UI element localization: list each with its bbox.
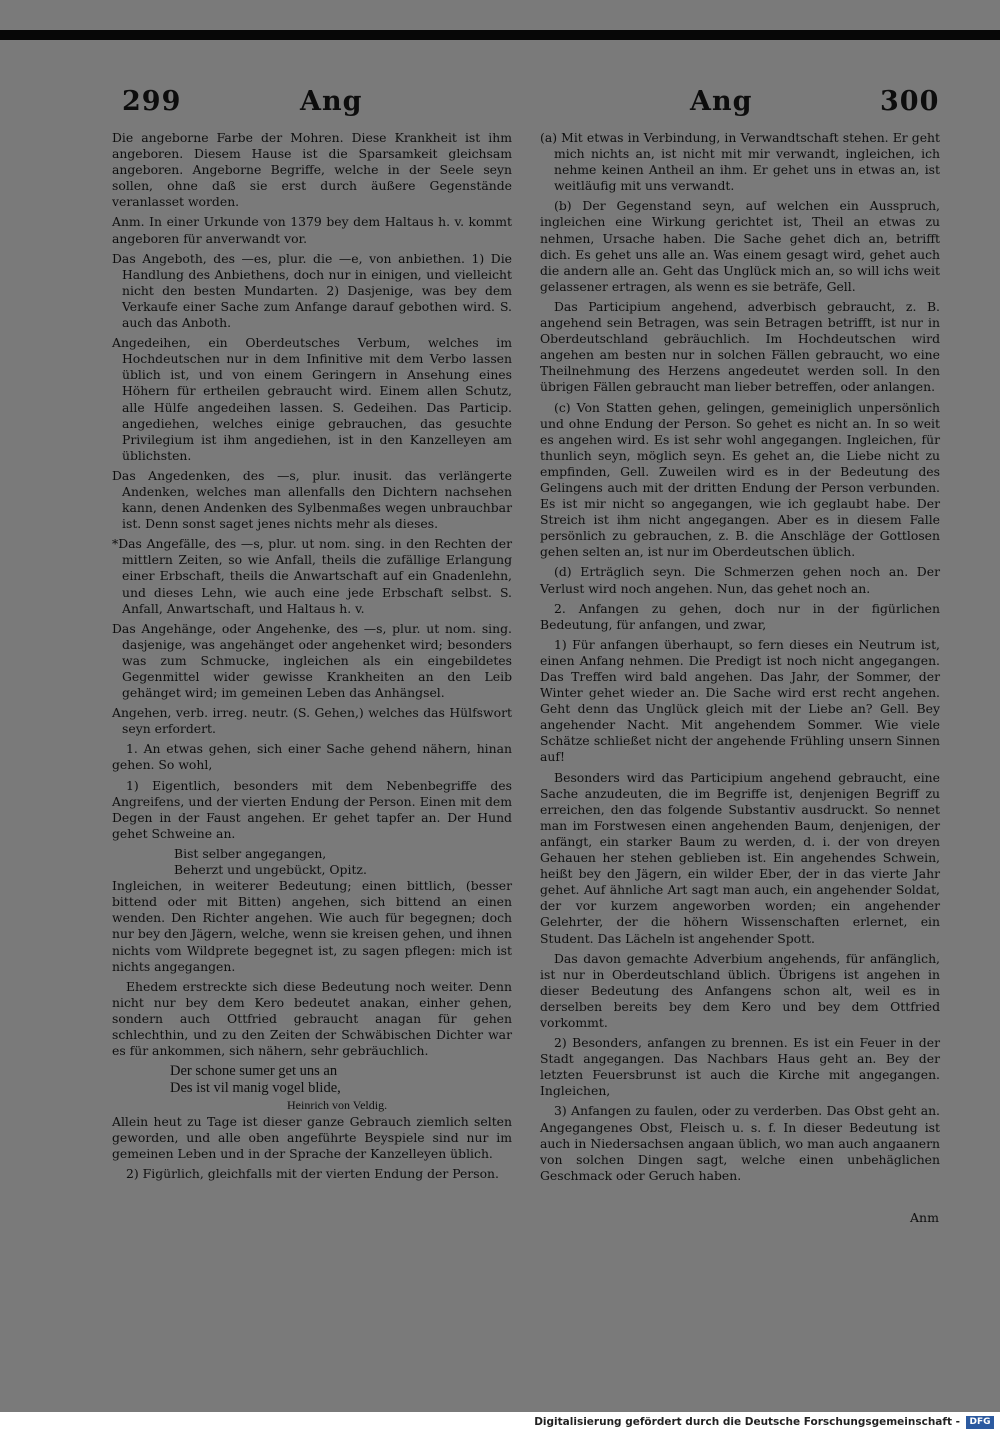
quotation-line: Der schone sumer get uns an <box>170 1063 338 1080</box>
dfg-logo-icon: DFG <box>966 1416 994 1429</box>
right-text-column <box>540 130 940 1188</box>
left-running-head: Ang <box>300 86 363 117</box>
paragraph: (b) Der Gegenstand seyn, auf welchen ein Ausspruch, ingleichen eine Wirkung gerichtet ist, Theil an etwas zu nehmen, Ursache haben. Die Sache gehet dich an, betrifft dich. Es gehet uns alle an. Was einem gesagt wird, gehet auch die andern alle an. Geht das Unglück mich an, so will ichs weit gelassener ertragen, als wenn es sie beträfe, Gell. <box>540 198 940 294</box>
dictionary-entry: Das Angeboth, des —es, plur. die —e, von anbiethen. 1) Die Handlung des Anbiethens, doch nur in einigen, und vielleicht nicht den besten Mundarten. 2) Dasjenige, was bey dem Verkaufe einer Sache zum Anfange darauf gebothen wird. S. auch das Anboth. <box>112 250 512 331</box>
left-text-column <box>112 130 512 1187</box>
paragraph: 2) Besonders, anfangen zu brennen. Es ist ein Feuer in der Stadt angegangen. Das Nachbars Haus geht an. Bey der letzten Feuersbrunst ist auch die Kirche mit angegangen. Ingleichen, <box>540 1035 940 1099</box>
right-page-number: 300 <box>880 86 940 117</box>
dictionary-entry: Angehen, verb. irreg. neutr. (S. Gehen,) welches das Hülfswort seyn erfordert. <box>112 705 512 737</box>
paragraph: (a) Mit etwas in Verbindung, in Verwandtschaft stehen. Er geht mich nichts an, ist nicht mit mir verwandt, ingleichen, ich nehme keinen Antheil an ihm. Er gehet uns in etwas an, ist weitläufig mit uns verwandt. <box>540 130 940 194</box>
catchword: Anm <box>910 1210 939 1225</box>
paragraph: 1) Für anfangen überhaupt, so fern dieses ein Neutrum ist, einen Anfang nehmen. Die Predigt ist noch nicht angegangen. Das Treffen wird bald angehen. Das Jahr, der Sommer, der Winter gehet wieder an. Die Sache wird erst recht angehen. Geht denn das Unglück gleich mit der Liebe an? Gell. Bey angehender Nacht. Mit angehendem Sommer. Wie viele Schätze schließet nicht der angehende Frühling unsern Sinnen auf! <box>540 636 940 765</box>
paragraph: Die angeborne Farbe der Mohren. Diese Krankheit ist ihm angeboren. Diesem Hause ist die Sparsamkeit gleichsam angeboren. Angeborne Begriffe, welche in der Seele seyn sollen, ohne daß sie erst durch äußere Gegenstände veranlasset worden. <box>112 130 512 210</box>
quotation-line: Bist selber angegangen, <box>174 845 327 861</box>
paragraph: Allein heut zu Tage ist dieser ganze Gebrauch ziemlich selten geworden, und alle oben angeführte Beyspiele sind nur im gemeinen Leben und in der Sprache der Kanzelleyen üblich. <box>112 1114 512 1162</box>
paragraph: (d) Erträglich seyn. Die Schmerzen gehen noch an. Der Verlust wird noch angehen. Nun, das gehet noch an. <box>540 564 940 596</box>
paragraph: Besonders wird das Participium angehend gebraucht, eine Sache anzudeuten, die im Begriffe ist, denjenigen Begriff zu erreichen, den das folgende Substantiv ausdruckt. So nennet man im Forstwesen einen angehenden Baum, denjenigen, der anfängt, ein starker Baum zu werden, d. i. der von dreyen Gehauen her stehen geblieben ist. Ein angehendes Schwein, heißt bey den Jägern, ein wilder Eber, der in das vierte Jahr gehet. Auf ähnliche Art sagt man auch, ein angehender Soldat, der vor kurzem angeworben worden; ein angehender Gelehrter, der die höhern Wissenschaften erlernet, ein Student. Das Lächeln ist angehender Spott. <box>540 769 940 946</box>
dictionary-entry: Das Angehänge, oder Angehenke, des —s, plur. ut nom. sing. dasjenige, was angehänget oder angehenket wird; besonders was zum Schmucke, ingleichen als ein eingebildetes Gegenmittel wider gewisse Krankheiten an den Leib gehänget wird; im gemeinen Leben das Anhängsel. <box>112 620 512 701</box>
paragraph: Das davon gemachte Adverbium angehends, für anfänglich, ist nur in Oberdeutschland üblich. Übrigens ist angehen in dieser Bedeutung des Anfangens schon alt, weil es in derselben bereits bey dem Kero und bey dem Ottfried vorkommt. <box>540 950 940 1030</box>
footer-bar <box>0 1412 1000 1432</box>
left-page-number: 299 <box>122 86 182 117</box>
dictionary-entry: Das Angedenken, des —s, plur. inusit. das verlängerte Andenken, welches man allenfalls den Dichtern nachsehen kann, denen Andenken des Sylbenmaßes wegen unbrauchbar ist. Denn sonst saget jenes nichts mehr als dieses. <box>112 467 512 532</box>
paragraph: 2. Anfangen zu gehen, doch nur in der figürlichen Bedeutung, für anfangen, und zwar, <box>540 600 940 632</box>
paragraph: 1. An etwas gehen, sich einer Sache gehend nähern, hinan gehen. So wohl, <box>112 741 512 773</box>
paragraph: 1) Eigentlich, besonders mit dem Nebenbegriffe des Angreifens, und der vierten Endung der Person. Einen mit dem Degen in der Faust angehen. Er gehet tapfer an. Der Hund gehet Schweine an. <box>112 777 512 841</box>
quotation-line: Des ist vil manig vogel blide, <box>170 1080 341 1097</box>
right-running-head: Ang <box>690 86 753 117</box>
paragraph: Ingleichen, in weiterer Bedeutung; einen bittlich, (besser bittend oder mit Bitten) angehen, sich bittend an einen wenden. Den Richter angehen. Wie auch für begegnen; doch nur bey den Jägern, welche, wenn sie kreisen gehen, und ihnen nichts vom Wildprete begegnet ist, zu sagen pflegen: mich ist nichts angegangen. <box>112 878 512 974</box>
paragraph: 2) Figürlich, gleichfalls mit der vierten Endung der Person. <box>126 1166 499 1182</box>
top-scan-border <box>0 30 1000 40</box>
paragraph: Ehedem erstreckte sich diese Bedeutung noch weiter. Denn nicht nur bey dem Kero bedeutet anakan, einher gehen, sondern auch Ottfried gebraucht anagan für gehen schlechthin, und zu den Zeiten der Schwäbischen Dichter war es für ankommen, sich nähern, sehr gebräuchlich. <box>112 978 512 1059</box>
footer-credit: Digitalisierung gefördert durch die Deutsche Forschungsgemeinschaft - <box>534 1416 960 1428</box>
quotation-line: Heinrich von Veldig. <box>287 1098 388 1113</box>
paragraph: (c) Von Statten gehen, gelingen, gemeiniglich unpersönlich und ohne Endung der Person. So gehet es nicht an. In so weit es angehen wird. Es ist sehr wohl angegangen. Ingleichen, für thunlich seyn, möglich seyn. Es gehet an, die Liebe nicht zu empfinden, Gell. Zuweilen wird es in der Bedeutung des Gelingens auch mit der dritten Endung der Person verbunden. Es ist mir nicht so angegangen, wie ich geglaubt habe. Der Streich ist ihm nicht angegangen. Aber es in diesem Falle persönlich zu gebrauchen, z. B. die Anschläge der Gottlosen gehen selten an, ist nur im Oberdeutschen üblich. <box>540 399 940 560</box>
dictionary-entry: Angedeihen, ein Oberdeutsches Verbum, welches im Hochdeutschen nur in dem Infinitive mit dem Verbo lassen üblich ist, und von einem Geringern in Ansehung eines Höhern für ertheilen gebraucht wird. Einem allen Schutz, alle Hülfe angedeihen lassen. S. Gedeihen. Das Particip. angediehen, welches einige gebrauchen, das gesuchte Privilegium ist ihm angediehen, ist in den Kanzelleyen am üblichsten. <box>112 335 512 463</box>
paragraph: Anm. In einer Urkunde von 1379 bey dem Haltaus h. v. kommt angeboren für anverwandt vor. <box>112 214 512 246</box>
dictionary-entry: *Das Angefälle, des —s, plur. ut nom. sing. in den Rechten der mittlern Zeiten, so wie Anfall, theils die zufällige Erlangung einer Erbschaft, theils die Anwartschaft auf ein Gnadenlehn, und dieses Lehn, wie auch eine jede Erbschaft selbst. S. Anfall, Anwartschaft, und Haltaus h. v. <box>112 536 512 616</box>
paragraph: Das Participium angehend, adverbisch gebraucht, z. B. angehend sein Betragen, was sein Betragen betrifft, ist nur in Oberdeutschland gebräuchlich. Im Hochdeutschen wird angehen am besten nur in solchen Fällen gebraucht, wo eine Theilnehmung des Herzens angedeutet werden soll. In den übrigen Fällen gebraucht man lieber betreffen, oder anlangen. <box>540 298 940 395</box>
quotation-line: Beherzt und ungebückt, Opitz. <box>174 862 367 878</box>
paragraph: 3) Anfangen zu faulen, oder zu verderben. Das Obst geht an. Angegangenes Obst, Fleisch u. s. f. In dieser Bedeutung ist auch in Niedersachsen angaan üblich, wo man auch angaanern von solchen Dingen sagt, welche einen unbehäglichen Geschmack oder Geruch haben. <box>540 1103 940 1183</box>
